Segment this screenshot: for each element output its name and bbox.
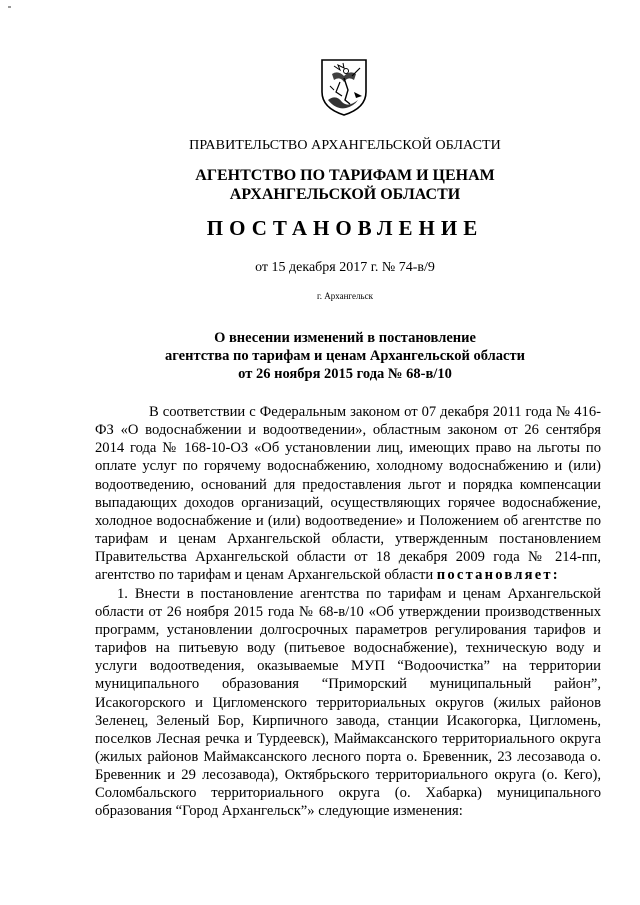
scan-speck: [8, 6, 11, 8]
document-body: [95, 403, 601, 821]
decree-word: постановляет:: [436, 567, 560, 584]
agency-name-line1: АГЕНТСТВО ПО ТАРИФАМ И ЦЕНАМ: [195, 167, 495, 184]
government-name: ПРАВИТЕЛЬСТВО АРХАНГЕЛЬСКОЙ ОБЛАСТИ: [189, 138, 501, 153]
subject-line1: О внесении изменений в постановление: [214, 330, 476, 346]
agency-name-line2: АРХАНГЕЛЬСКОЙ ОБЛАСТИ: [229, 186, 461, 203]
agency-name: [0, 166, 640, 204]
document-type: ПОСТАНОВЛЕНИЕ: [206, 216, 484, 240]
subject-line3: от 26 ноября 2015 года № 68-в/10: [238, 366, 452, 382]
date-and-number: от 15 декабря 2017 г. № 74-в/9: [255, 260, 435, 275]
city-name: г. Архангельск: [317, 291, 373, 301]
subject-line2: агентства по тарифам и ценам Архангельской области: [165, 348, 525, 364]
coat-of-arms-icon: [318, 56, 370, 118]
item-1-paragraph: 1. Внести в постановление агентства по тарифам и ценам Архангельской области от 26 ноября 2015 года № 68-в/10 «Об утверждении производственных программ, установлении долгосрочных параметров регулирования тарифов и тарифов на питьевую воду (питьевое водоснабжение), техническую воду и услуги водоотведения, оказываемые МУП “Водоочистка” на территории муниципального образования “Приморский муниципальный район”, Исакогорского и Цигломенского территориальных округов (жилых районов Зеленец, Зеленый Бор, Кирпичного завода, станции Исакогорка, Цигломень, поселков Лесная речка и Турдеевск), Маймаксанского территориального округа (жилых районов Маймаксанского лесного порта о. Бревенник, 23 лесозавода о. Бревенник и 29 лесозавода), Октябрьского территориального округа (о. Кего), Соломбальского территориального округа (о. Хабарка) муниципального образования “Город Архангельск”» следующие изменения:: [95, 585, 601, 820]
document-subject: [0, 329, 640, 383]
preamble-text: В соответствии с Федеральным законом от 07 декабря 2011 года № 416-ФЗ «О водоснабжении и водоотведении», областным законом от 26 сентября 2014 года № 168-10-ОЗ «Об установлении лиц, имеющих право на льготы по оплате услуг по горячему водоснабжению, холодному водоснабжению и (или) водоотведению, оснований для предоставления льгот и порядка компенсации выпадающих доходов организаций, осуществляющих горячее водоснабжение, холодное водоснабжение и (или) водоотведение» и Положением об агентстве по тарифам и ценам Архангельской области, утвержденным постановлением Правительства Архангельской области от 18 декабря 2009 года № 214-пп, агентство по тарифам и ценам Архангельской области: [95, 404, 601, 584]
preamble-paragraph: [95, 403, 601, 585]
